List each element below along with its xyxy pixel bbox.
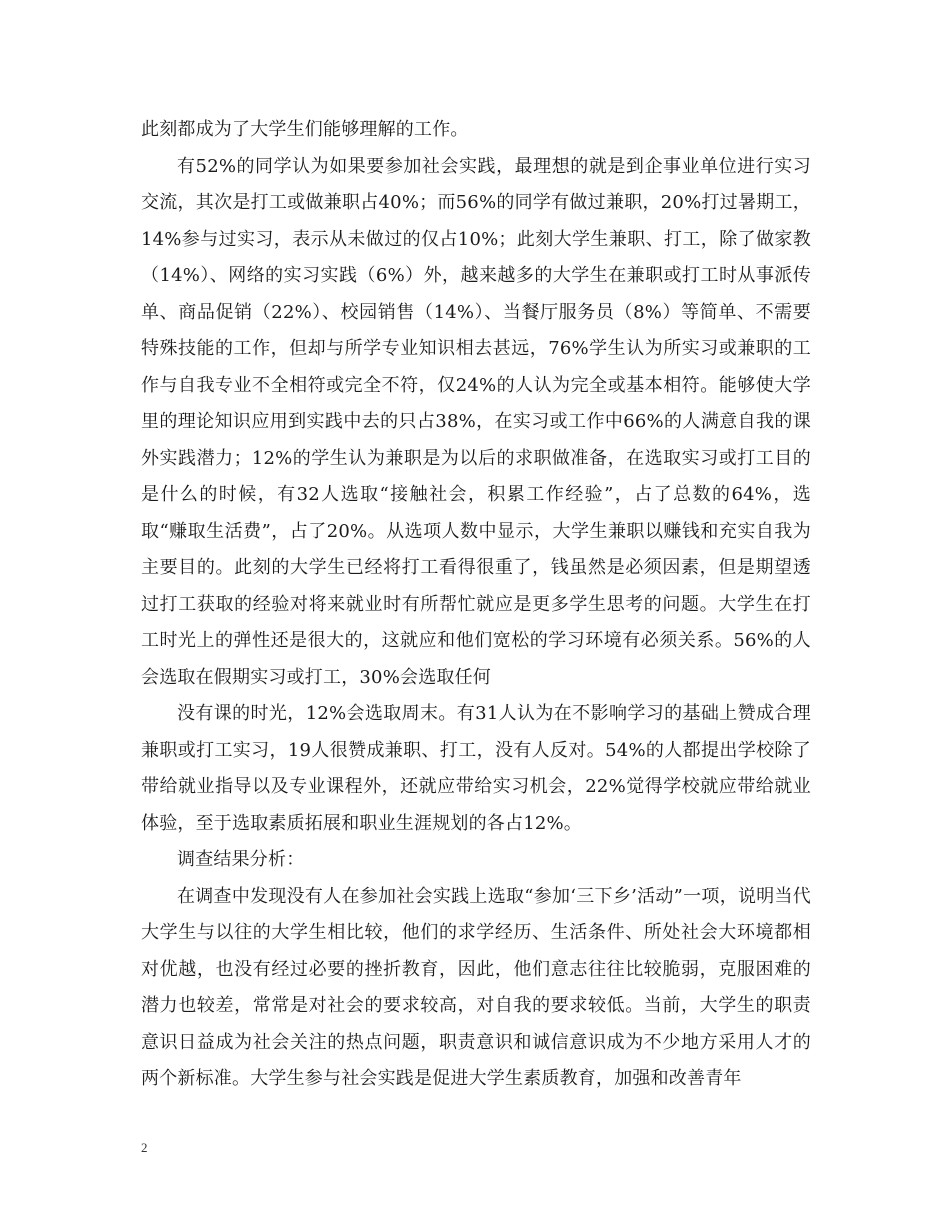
page-number: 2 (141, 1140, 148, 1155)
paragraph-3: 没有课的时光，12%会选取周末。有31人认为在不影响学习的基础上赞成合理兼职或打工实习，19人很赞成兼职、打工，没有人反对。54%的人都提出学校除了带给就业指导以及专业课程外，还就应带给实习机会，22%觉得学校就应带给就业体验，至于选取素质拓展和职业生涯规划的各占12%。 (141, 703, 811, 834)
section-heading: 调查结果分析： (177, 849, 305, 870)
document-body (141, 112, 811, 1098)
paragraph-1: 此刻都成为了大学生们能够理解的工作。 (141, 119, 469, 140)
paragraph-2: 有52%的同学认为如果要参加社会实践，最理想的就是到企事业单位进行实习交流，其次是打工或做兼职占40%；而56%的同学有做过兼职，20%打过暑期工，14%参与过实习，表示从未做过的仅占10%；此刻大学生兼职、打工，除了做家教（14%）、网络的实习实践（6%）外，越来越多的大学生在兼职或打工时从事派传单、商品促销（22%）、校园销售（14%）、当餐厅服务员（8%）等简单、不需要特殊技能的工作，但却与所学专业知识相去甚远，76%学生认为所实习或兼职的工作与自我专业不全相符或完全不符，仅24%的人认为完全或基本相符。能够使大学里的理论知识应用到实践中去的只占38%，在实习或工作中66%的人满意自我的课外实践潜力；12%的学生认为兼职是为以后的求职做准备，在选取实习或打工目的是什么的时候，有32人选取“接触社会，积累工作经验”，占了总数的64%，选取“赚取生活费”，占了20%。从选项人数中显示，大学生兼职以赚钱和充实自我为主要目的。此刻的大学生已经将打工看得很重了，钱虽然是必须因素，但是期望透过打工获取的经验对将来就业时有所帮忙就应是更多学生思考的问题。大学生在打工时光上的弹性还是很大的，这就应和他们宽松的学习环境有必须关系。56%的人会选取在假期实习或打工，30%会选取任何 (141, 155, 811, 688)
paragraph-4: 在调查中发现没有人在参加社会实践上选取“参加‘三下乡’活动”一项，说明当代大学生与以往的大学生相比较，他们的求学经历、生活条件、所处社会大环境都相对优越，也没有经过必要的挫折教育，因此，他们意志往往比较脆弱，克服困难的潜力也较差，常常是对社会的要求较高，对自我的要求较低。当前，大学生的职责意识日益成为社会关注的热点问题，职责意识和诚信意识成为不少地方采用人才的两个新标准。大学生参与社会实践是促进大学生素质教育，加强和改善青年 (141, 885, 811, 1089)
